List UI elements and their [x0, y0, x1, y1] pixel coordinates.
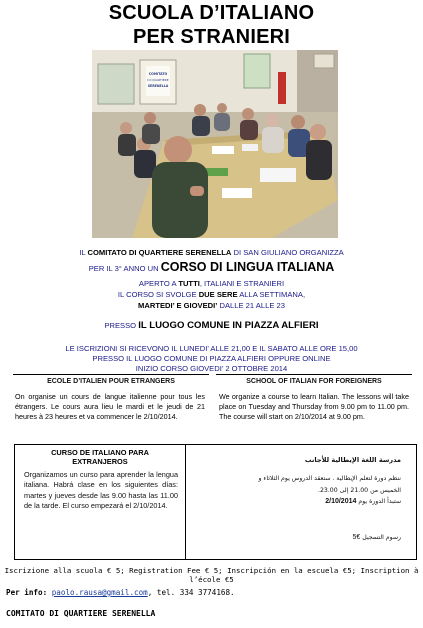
spanish-text: Organizamos un curso para aprender la lengua italiana. Habrá clase en los siguientes días: martes y jueves desde las 9.00 hasta las 11.00 de la tarde. El curso empezará el 2/10/2014. [24, 470, 178, 511]
intro-text: DALLE 21 ALLE 23 [219, 301, 285, 310]
info-label: Per info: [6, 588, 48, 597]
page-title-line2: PER STRANIERI [132, 26, 291, 48]
info-email-link[interactable]: paolo.rausa@gmail.com [51, 588, 148, 597]
spanish-title-line2: EXTRANJEROS [72, 457, 128, 466]
intro-committee: COMITATO DI QUARTIERE SERENELLA [87, 248, 232, 257]
classroom-photo [92, 50, 338, 238]
intro-location: IL LUOGO COMUNE IN PIAZZA ALFIERI [138, 320, 319, 331]
intro-days: MARTEDI’ E GIOVEDI’ [138, 301, 218, 310]
intro-line-8: PRESSO IL LUOGO COMUNE DI PIAZZA ALFIERI OPPURE ONLINE [92, 354, 331, 363]
arabic-date: 2/10/2014 [325, 498, 357, 505]
french-title: ECOLE D’ITALIEN POUR ETRANGERS [47, 378, 175, 385]
intro-line-3 [0, 279, 423, 289]
intro-text: ALLA SETTIMANA, [239, 290, 306, 299]
intro-text: , ITALIANI E STRANIERI [199, 279, 285, 288]
info-phone: , tel. 334 3774168. [147, 588, 235, 597]
arabic-section [193, 445, 407, 559]
english-title: SCHOOL OF ITALIAN FOR FOREIGNERS [246, 378, 382, 385]
course-name: CORSO DI LINGUA ITALIANA [160, 260, 335, 274]
arabic-line-2: الخميس من 21.00 إلى 23.00. [318, 487, 401, 494]
french-text: On organise un cours de langue italienne pour tous les étrangers. Le cours aura lieu le mardi et le jeudi de 21 heures à 23 heures et va commencer le 2/10/2014. [15, 392, 205, 421]
svg-text:DI QUARTIERE: DI QUARTIERE [147, 78, 169, 82]
intro-line-2 [0, 262, 423, 274]
intro-line-7: LE ISCRIZIONI SI RICEVONO IL LUNEDI’ ALLE 21,00 E IL SABATO ALLE ORE 15,00 [65, 344, 358, 353]
arabic-fee: 5€ [352, 534, 361, 541]
fees-line: Iscrizione alla scuola € 5; Registration Fee € 5; Inscripción en la escuela €5; Inscription à l’école €5 [4, 566, 419, 584]
intro-emphasis: TUTTI [178, 279, 200, 288]
intro-text: PER IL 3° ANNO UN [88, 264, 159, 273]
spanish-section [15, 445, 186, 559]
intro-text: PRESSO [104, 321, 137, 330]
arabic-text: ستبدأ الدورة يوم [358, 498, 401, 505]
arabic-line-4 [201, 532, 401, 543]
classroom-photo-drawing [92, 50, 338, 238]
intro-text: IL [79, 248, 86, 257]
french-section [13, 374, 209, 443]
spanish-arabic-box [14, 444, 417, 560]
arabic-line-1: ننظم دورة لتعلم الإيطالية . ستعقد الدروس يوم الثلاثاء و [258, 475, 401, 482]
intro-line-1 [0, 248, 423, 258]
intro-line-5 [0, 301, 423, 311]
intro-line-4 [0, 290, 423, 300]
intro-line-9: INIZIO CORSO GIOVEDI’ 2 OTTOBRE 2014 [135, 364, 288, 373]
svg-text:COMITATO: COMITATO [148, 72, 168, 76]
svg-text:SERENELLA: SERENELLA [147, 84, 169, 88]
intro-text: DI SAN GIULIANO ORGANIZZA [233, 248, 344, 257]
english-text: We organize a course to learn Italian. The lessons will take place on Tuesday and Thursday from 9.00 pm to 11.00 pm. The course will start on 2/10/2014 at 9.00 pm. [219, 392, 409, 421]
page-title-line1: SCUOLA D’ITALIANO [108, 2, 315, 24]
intro-text: IL CORSO SI SVOLGE [117, 290, 197, 299]
intro-line-6 [0, 321, 423, 331]
arabic-text: رسوم التسجيل [362, 534, 401, 541]
intro-emphasis: DUE SERE [198, 290, 238, 299]
intro-text: APERTO A [138, 279, 177, 288]
info-line [6, 588, 235, 597]
arabic-line-3 [201, 496, 401, 507]
signature: COMITATO DI QUARTIERE SERENELLA [6, 609, 156, 618]
spanish-title-line1: CURSO DE ITALIANO PARA [51, 448, 149, 457]
arabic-title: مدرسة اللغة الإيطالية للأجانب [304, 456, 401, 464]
english-section [216, 374, 412, 443]
